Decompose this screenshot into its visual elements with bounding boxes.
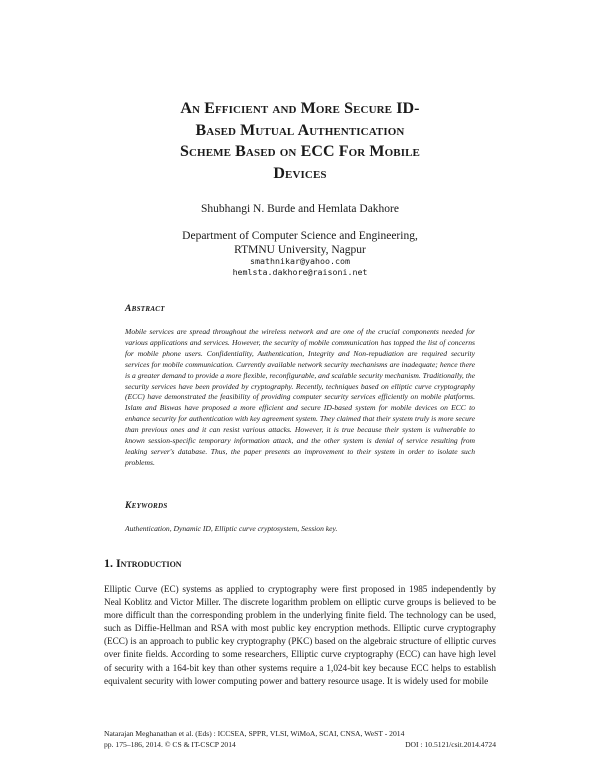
footer-doi: DOI : 10.5121/csit.2014.4724 bbox=[405, 740, 496, 749]
page-footer bbox=[104, 728, 496, 750]
title-line: Scheme Based on ECC For Mobile bbox=[180, 143, 420, 160]
keywords-body: Authentication, Dynamic ID, Elliptic curve cryptosystem, Session key. bbox=[125, 524, 338, 533]
affiliation-line: Department of Computer Science and Engineering, bbox=[182, 230, 418, 242]
affiliation bbox=[100, 229, 500, 257]
title-line: An Efficient and More Secure ID- bbox=[180, 100, 420, 117]
keywords-heading: Keywords bbox=[125, 501, 168, 511]
title-line: Based Mutual Authentication bbox=[195, 121, 405, 139]
paper-title bbox=[100, 98, 500, 184]
abstract-body: Mobile services are spread throughout the wireless network and are one of the crucial components needed for various applications and services. However, the security of mobile communication has topped the list of concerns for mobile phone users. Confidentiality, Authentication, Integrity and Non-repudiation are required security services for mobile communication. Currently available network security mechanisms are inadequate; hence there is a greater demand to provide a more flexible, reconfigurable, and scalable security mechanism. Traditionally, the security services have been provided by cryptography. Recently, techniques based on elliptic curve cryptography (ECC) have demonstrated the feasibility of providing computer security services efficiently on mobile platforms. Islam and Biswas have proposed a more efficient and secure ID-based system for mobile devices on ECC to enhance security for authentication with key agreement system. They claimed that their system truly is more secure than previous ones and it can resist various attacks. However, it is true because their system is vulnerable to known session-specific temporary information attack, and the other system is denial of service resulting from leaking server's database. Thus, the paper presents an improvement to their system in order to isolate such problems. bbox=[125, 327, 475, 467]
author-emails bbox=[100, 256, 500, 278]
footer-proceedings: Natarajan Meghanathan et al. (Eds) : ICCSEA, SPPR, VLSI, WiMoA, SCAI, CNSA, WeST - 2014 bbox=[104, 729, 405, 738]
abstract-heading: Abstract bbox=[125, 304, 165, 314]
author-list: Shubhangi N. Burde and Hemlata Dakhore bbox=[200, 203, 399, 215]
email-address: hemlsta.dakhore@raisoni.net bbox=[232, 267, 368, 277]
section-heading-introduction: 1. Introduction bbox=[104, 556, 182, 570]
footer-pages: pp. 175–186, 2014. © CS & IT-CSCP 2014 bbox=[104, 740, 236, 749]
title-line: Devices bbox=[273, 164, 327, 182]
email-address: smathnikar@yahoo.com bbox=[250, 256, 350, 266]
introduction-body: Elliptic Curve (EC) systems as applied to cryptography were first proposed in 1985 independently by Neal Koblitz and Victor Miller. The discrete logarithm problem on elliptic curve groups is believed to be more difficult than the corresponding problem in the underlying finite field. The technology can be used, such as Diffie-Hellman and RSA with most public key encryption methods. Elliptic curve cryptography (ECC) is an approach to public key cryptography (PKC) based on the algebraic structure of elliptic curves over finite fields. According to some researchers, Elliptic curve cryptography (ECC) can have high level of security with a 164-bit key than other systems require a 1,024-bit key because ECC helps to establish equivalent security with lower computing power and battery resource usage. It is widely used for mobile bbox=[104, 584, 496, 686]
affiliation-line: RTMNU University, Nagpur bbox=[234, 244, 366, 256]
footer-meta-row bbox=[104, 739, 496, 750]
